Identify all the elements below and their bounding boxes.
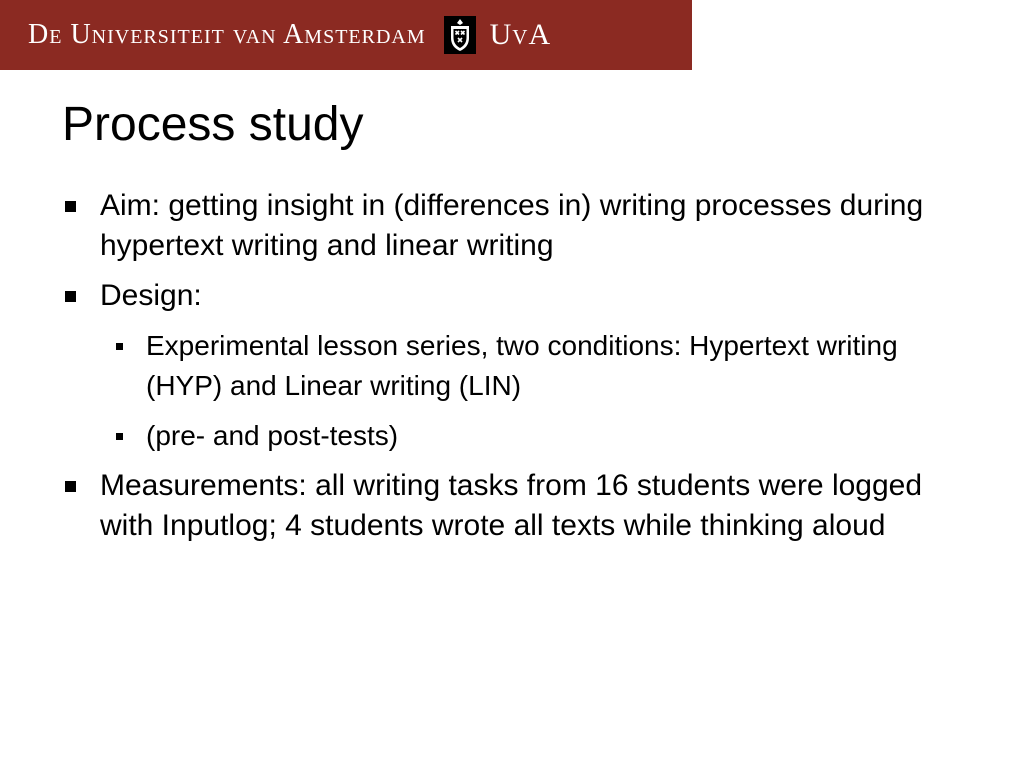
bullet-measurements [62, 466, 962, 546]
bullet-list [62, 186, 962, 556]
bullet-text: Measurements: all writing tasks from 16 students were logged with Inputlog; 4 students wrote all texts while thinking aloud [100, 469, 923, 542]
bullet-design [62, 276, 962, 316]
university-abbreviation: UvA [489, 18, 552, 51]
square-bullet-icon [65, 201, 76, 212]
square-bullet-icon [65, 481, 76, 492]
bullet-aim [62, 186, 962, 266]
bullet-text: (pre- and post-tests) [146, 420, 399, 451]
sub-bullet-conditions [62, 326, 962, 406]
slide-title: Process study [62, 98, 364, 151]
uva-crest-icon [444, 16, 476, 54]
sub-bullet-tests [62, 416, 962, 456]
bullet-text: Design: [100, 279, 202, 312]
square-bullet-icon [65, 291, 76, 302]
bullet-text: Aim: getting insight in (differences in) writing processes during hypertext writing and linear writing [100, 189, 924, 262]
bullet-text: Experimental lesson series, two conditions: Hypertext writing (HYP) and Linear writing (LIN) [146, 330, 898, 401]
small-square-bullet-icon [116, 343, 123, 350]
university-name: De Universiteit van Amsterdam [28, 19, 426, 50]
small-square-bullet-icon [116, 433, 123, 440]
university-banner [0, 0, 692, 70]
